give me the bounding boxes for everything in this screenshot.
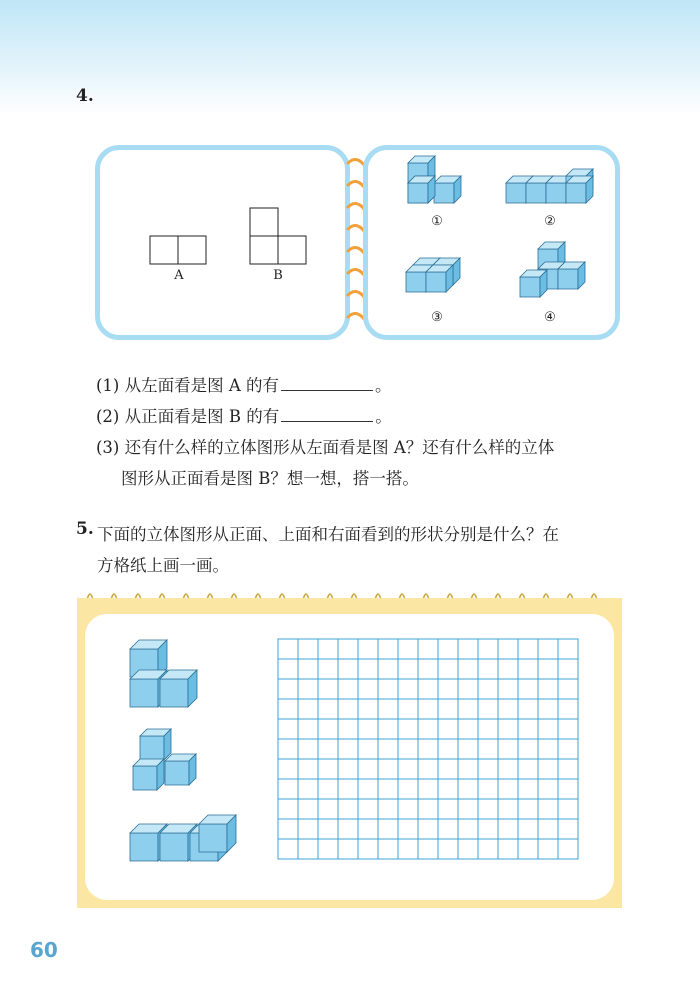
solid-4 <box>520 242 585 297</box>
book-right-page <box>363 145 620 340</box>
solid-3 <box>406 258 460 292</box>
square-grid <box>278 639 578 859</box>
figure-a-label: A <box>174 268 184 283</box>
part-2-end: 。 <box>375 407 392 426</box>
page-number: 60 <box>30 938 58 962</box>
notepad-inner <box>85 614 614 900</box>
part-1-answer-blank[interactable] <box>281 376 373 391</box>
part-2-text: (2) 从正面看是图 B 的有 <box>96 407 280 426</box>
notepad-drawing <box>85 614 614 900</box>
solid-3-label: ③ <box>431 310 443 325</box>
question-4-part-3-line-1: (3) 还有什么样的立体图形从左面看是图 A？还有什么样的立体 <box>96 438 555 457</box>
solid-4-label: ④ <box>544 310 556 325</box>
question-4-part-2 <box>96 403 392 427</box>
question-5-notepad <box>77 598 622 908</box>
solid-1-label: ① <box>431 214 443 229</box>
question-4-number: 4. <box>76 86 94 106</box>
question-5-line-1: 下面的立体图形从正面、上面和右面看到的形状分别是什么？在 <box>97 525 559 544</box>
part-2-answer-blank[interactable] <box>281 407 373 422</box>
solid-2-label: ② <box>544 214 556 229</box>
question-5-number: 5. <box>76 519 94 539</box>
top-header-band <box>0 0 700 115</box>
part-1-text: (1) 从左面看是图 A 的有 <box>96 376 280 395</box>
question-4-part-1 <box>96 372 392 396</box>
solid-a <box>130 640 197 707</box>
solid-2 <box>506 169 593 203</box>
figure-b <box>250 208 306 264</box>
solid-b <box>133 729 196 790</box>
question-4-part-3-line-2: 图形从正面看是图 B？想一想，搭一搭。 <box>121 469 419 488</box>
question-4-illustration <box>95 145 620 345</box>
question-5-line-2: 方格纸上画一画。 <box>97 556 229 575</box>
solid-c <box>130 815 236 861</box>
view-figures <box>100 150 345 335</box>
part-1-end: 。 <box>375 376 392 395</box>
book-left-page <box>95 145 350 340</box>
figure-a <box>150 236 206 264</box>
figure-b-label: B <box>273 268 283 283</box>
solid-1 <box>408 156 461 203</box>
solid-figures <box>368 150 615 335</box>
